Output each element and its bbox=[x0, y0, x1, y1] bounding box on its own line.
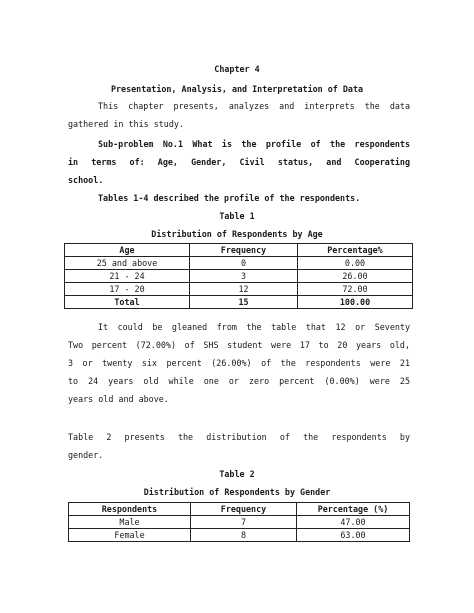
tables-intro: Tables 1-4 described the profile of the respondents. bbox=[98, 193, 361, 203]
cell-percentage: 47.00 bbox=[297, 516, 410, 529]
cell-respondents: Male bbox=[69, 516, 191, 529]
table-row bbox=[69, 529, 410, 542]
cell-age: 21 - 24 bbox=[65, 270, 190, 283]
table-header-row bbox=[69, 503, 410, 516]
subproblem-line-1: Sub-problem No.1 What is the profile of the respondents bbox=[98, 139, 410, 149]
table-row bbox=[65, 270, 413, 283]
cell-total-percentage: 100.00 bbox=[298, 296, 413, 309]
subproblem-line-3: school. bbox=[68, 175, 104, 185]
table2-intro-line-2: gender. bbox=[68, 450, 104, 460]
cell-age: 17 - 20 bbox=[65, 283, 190, 296]
cell-frequency: 3 bbox=[190, 270, 298, 283]
intro-line-2: gathered in this study. bbox=[68, 119, 184, 129]
table-row bbox=[65, 283, 413, 296]
table-row bbox=[69, 516, 410, 529]
cell-respondents: Female bbox=[69, 529, 191, 542]
header-respondents: Respondents bbox=[69, 503, 191, 516]
header-age: Age bbox=[65, 244, 190, 257]
table2-caption: Distribution of Respondents by Gender bbox=[143, 487, 331, 497]
chapter-title: Chapter 4 bbox=[214, 64, 260, 74]
table2-intro-line-1: Table 2 presents the distribution of the respondents by bbox=[68, 432, 410, 442]
table1-caption: Distribution of Respondents by Age bbox=[151, 229, 323, 239]
intro-line-1: This chapter presents, analyzes and interprets the data bbox=[98, 101, 410, 111]
cell-percentage: 0.00 bbox=[298, 257, 413, 270]
table2-label: Table 2 bbox=[219, 469, 255, 479]
cell-frequency: 0 bbox=[190, 257, 298, 270]
header-frequency: Frequency bbox=[191, 503, 297, 516]
cell-total-frequency: 15 bbox=[190, 296, 298, 309]
header-percentage: Percentage (%) bbox=[297, 503, 410, 516]
cell-frequency: 12 bbox=[190, 283, 298, 296]
cell-percentage: 72.00 bbox=[298, 283, 413, 296]
table1-label: Table 1 bbox=[219, 211, 255, 221]
cell-frequency: 8 bbox=[191, 529, 297, 542]
discussion-line-2: Two percent (72.00%) of SHS student were 17 to 20 years old, bbox=[68, 340, 410, 350]
cell-total-label: Total bbox=[65, 296, 190, 309]
cell-percentage: 63.00 bbox=[297, 529, 410, 542]
section-title: Presentation, Analysis, and Interpretation of Data bbox=[110, 84, 364, 94]
gender-distribution-table bbox=[68, 502, 410, 542]
header-percentage: Percentage% bbox=[298, 244, 413, 257]
discussion-line-3: 3 or twenty six percent (26.00%) of the respondents were 21 bbox=[68, 358, 410, 368]
discussion-line-4: to 24 years old while one or zero percent (0.00%) were 25 bbox=[68, 376, 410, 386]
cell-age: 25 and above bbox=[65, 257, 190, 270]
table-header-row bbox=[65, 244, 413, 257]
age-distribution-table bbox=[64, 243, 413, 309]
discussion-line-1: It could be gleaned from the table that 12 or Seventy bbox=[98, 322, 410, 332]
subproblem-line-2: in terms of: Age, Gender, Civil status, and Cooperating bbox=[68, 157, 410, 167]
cell-percentage: 26.00 bbox=[298, 270, 413, 283]
discussion-line-5: years old and above. bbox=[68, 394, 169, 404]
table-row bbox=[65, 257, 413, 270]
table-total-row bbox=[65, 296, 413, 309]
header-frequency: Frequency bbox=[190, 244, 298, 257]
cell-frequency: 7 bbox=[191, 516, 297, 529]
